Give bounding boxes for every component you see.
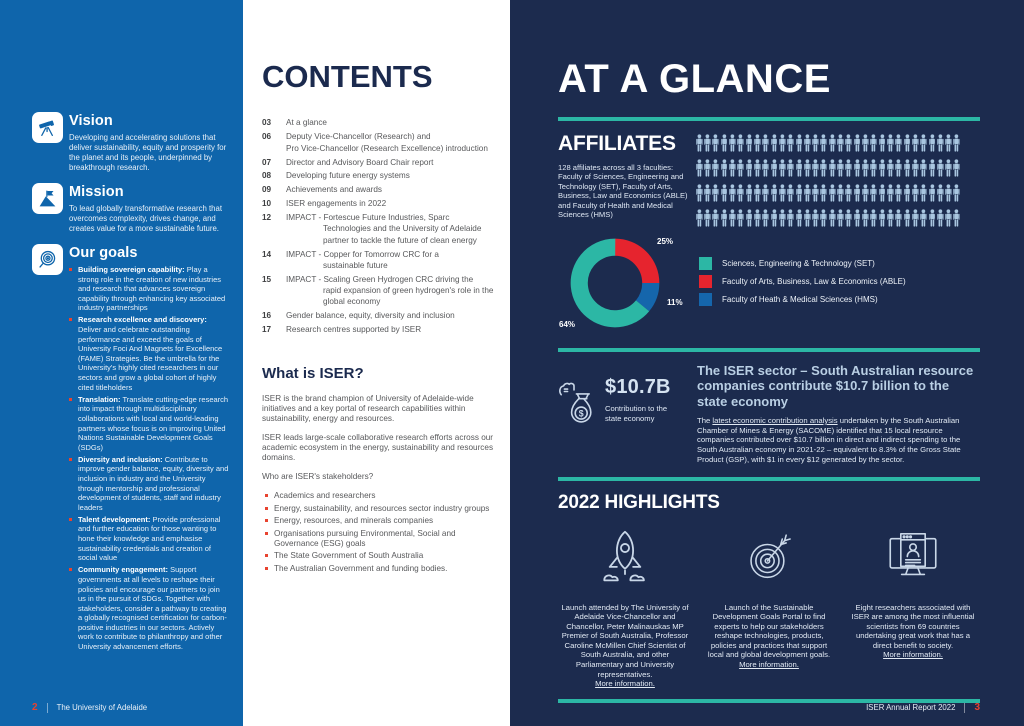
stakeholder-item: Academics and researchers [262, 491, 498, 501]
economy-paragraph [697, 416, 980, 465]
toc-page-number: 06 [262, 132, 272, 142]
person-icon [903, 132, 911, 154]
person-icon [845, 157, 853, 179]
goal-item: Research excellence and discovery: Deliver and celebrate outstanding performance and exceed the goals of University Foci And Magnets for Excellence (FAME) Strategies. Be the umbrella for the University's highly cited researchers in our sectors and grow a global cohort of highly cited titleholders [69, 315, 229, 392]
affiliates-text: 128 affiliates across all 3 faculties: Faculty of Sciences, Engineering and Technology (SET), Faculty of Arts, Business, Law and Economics (ABLE) and Faculty of Health and Medical Sciences (HMS) [558, 163, 688, 220]
person-icon [911, 207, 919, 229]
economy-heading: The ISER sector – South Australian resource companies contribute $10.7 billion to the state economy [697, 363, 974, 409]
person-icon [903, 157, 911, 179]
person-icon [820, 182, 828, 204]
toc-entry: 03 At a glance [262, 118, 327, 128]
what-is-paragraph-1: ISER is the brand champion of University of Adelaide-wide initiatives and a key portal of research capabilities within sustainability, energy and resources. [262, 394, 474, 424]
more-information-link[interactable]: More information. [739, 660, 799, 670]
person-icon [728, 132, 736, 154]
person-icon [853, 157, 861, 179]
vision-title: Vision [69, 113, 113, 129]
legend-label: Sciences, Engineering & Technology (SET) [722, 259, 875, 268]
person-icon [811, 182, 819, 204]
person-icon [811, 207, 819, 229]
at-a-glance-panel [510, 0, 1024, 726]
person-icon [853, 207, 861, 229]
chart-legend [699, 257, 906, 311]
person-icon [737, 182, 745, 204]
money-bag-icon [558, 376, 598, 431]
person-icon [737, 157, 745, 179]
person-icon [845, 182, 853, 204]
page-number-right: 3 [974, 702, 980, 713]
contents-page-panel [243, 0, 510, 726]
legend-item [699, 293, 906, 306]
toc-page-number: 08 [262, 171, 272, 181]
person-icon [878, 207, 886, 229]
left-page-panel [0, 0, 243, 726]
person-icon [936, 182, 944, 204]
person-icon [944, 207, 952, 229]
affiliates-title: AFFILIATES [558, 132, 676, 155]
footer-text-left: The University of Adelaide [56, 703, 148, 712]
mission-text: To lead globally transformative research that overcomes complexity, drives change, and creates value for a more sustainable future. [69, 204, 222, 233]
faculty-donut-chart [566, 234, 664, 332]
flag-mountain-icon [32, 183, 63, 214]
person-icon [753, 207, 761, 229]
highlight-sdg-portal [702, 524, 836, 689]
person-icon [886, 132, 894, 154]
person-icon [762, 182, 770, 204]
person-icon [703, 207, 711, 229]
stakeholders-list [262, 491, 498, 574]
person-icon [919, 182, 927, 204]
person-icon [911, 132, 919, 154]
economy-text-suffix: undertaken by the South Australian Chamber of Mines & Energy (SACOME) identified that 15 local resource companies contributed over $10.7 billion in direct and indirect spending to the South Australian economy in 2021-22 – equivalent to 8.3% of the Gross State Product (GSP), with $1 in every $12 generated by the sector. [697, 415, 961, 464]
person-icon [778, 132, 786, 154]
table-of-contents [262, 117, 498, 335]
stakeholder-item: Energy, sustainability, and resources sector industry groups [262, 504, 498, 514]
affiliates-section [558, 132, 980, 229]
person-icon [745, 132, 753, 154]
person-icon [820, 157, 828, 179]
person-icon [695, 132, 703, 154]
highlight-text [702, 603, 836, 670]
toc-page-number: 10 [262, 199, 272, 209]
more-information-link[interactable]: More information. [595, 679, 655, 689]
person-icon [928, 132, 936, 154]
goals-section [32, 244, 229, 654]
person-icon [919, 207, 927, 229]
person-icon [803, 157, 811, 179]
person-icon [895, 132, 903, 154]
person-icon [936, 207, 944, 229]
person-icon [695, 207, 703, 229]
economy-stat-caption: Contribution to the state economy [605, 404, 668, 423]
legend-swatch [699, 275, 712, 288]
person-icon [853, 182, 861, 204]
rocket-icon [598, 524, 652, 590]
person-icon [944, 157, 952, 179]
person-icon [720, 182, 728, 204]
what-is-paragraph-2: ISER leads large-scale collaborative research efforts across our academic ecosystem in the energy, sustainability and resources domains. [262, 433, 494, 463]
person-icon [712, 132, 720, 154]
person-icon [703, 182, 711, 204]
person-icon [770, 132, 778, 154]
person-icon [895, 207, 903, 229]
toc-page-number: 16 [262, 311, 272, 321]
footer-divider [47, 703, 48, 713]
person-icon [828, 132, 836, 154]
person-icon [936, 132, 944, 154]
person-icon [703, 132, 711, 154]
teal-divider [558, 348, 980, 352]
toc-page-number: 12 [262, 213, 272, 223]
person-icon [803, 182, 811, 204]
more-information-link[interactable]: More information. [883, 650, 943, 660]
person-icon [753, 132, 761, 154]
telescope-icon [32, 112, 63, 143]
person-icon [778, 182, 786, 204]
person-icon [845, 132, 853, 154]
person-icon [703, 157, 711, 179]
stakeholders-question: Who are ISER's stakeholders? [262, 472, 374, 482]
toc-entry: 17 Research centres supported by ISER [262, 325, 422, 335]
person-icon [944, 182, 952, 204]
person-icon [811, 132, 819, 154]
person-icon [786, 182, 794, 204]
person-icon [836, 157, 844, 179]
toc-entry: 09 Achievements and awards [262, 185, 383, 195]
person-icon [720, 157, 728, 179]
legend-swatch [699, 257, 712, 270]
person-icon [878, 132, 886, 154]
person-icon [745, 207, 753, 229]
highlight-influential-researchers [846, 524, 980, 689]
legend-label: Faculty of Arts, Business, Law & Economics (ABLE) [722, 277, 906, 286]
footer-divider [964, 703, 965, 713]
economy-section [558, 363, 980, 465]
toc-entry: 14 IMPACT - Copper for Tomorrow CRC for a sustainable future [262, 249, 439, 270]
person-icon [861, 182, 869, 204]
person-icon [720, 132, 728, 154]
teal-divider [558, 117, 980, 121]
teal-divider [558, 477, 980, 481]
person-icon [870, 132, 878, 154]
people-pictogram [695, 132, 961, 229]
donut-label-hms: 11% [667, 298, 683, 307]
person-icon [712, 157, 720, 179]
person-icon [886, 207, 894, 229]
toc-page-number: 03 [262, 118, 272, 128]
person-icon [762, 132, 770, 154]
faculty-donut-section [558, 234, 980, 348]
page-number-left: 2 [32, 702, 38, 713]
person-icon [728, 182, 736, 204]
toc-entry: 08 Developing future energy systems [262, 171, 410, 181]
left-page-footer [32, 702, 147, 713]
person-icon [745, 157, 753, 179]
toc-page-number: 14 [262, 249, 272, 259]
person-icon [845, 207, 853, 229]
person-icon [953, 207, 961, 229]
legend-swatch [699, 293, 712, 306]
person-icon [745, 182, 753, 204]
highlights-row [558, 524, 980, 689]
person-icon [828, 157, 836, 179]
legend-label: Faculty of Heath & Medical Sciences (HMS) [722, 295, 878, 304]
person-icon [903, 207, 911, 229]
person-icon [770, 182, 778, 204]
person-icon [936, 157, 944, 179]
highlight-text [558, 603, 692, 689]
toc-entry: 06 Deputy Vice-Chancellor (Research) and Pro Vice-Chancellor (Research Excellence) introduction [262, 132, 488, 153]
highlight-sdg-text: Launch of the Sustainable Development Goals Portal to find experts to help our stakeholders reshape technologies, products, policies and practices that support local and global development goals. [707, 602, 831, 660]
person-icon [786, 207, 794, 229]
vision-section [32, 112, 229, 173]
stakeholder-item: The State Government of South Australia [262, 551, 498, 561]
stakeholder-item: Organisations pursuing Environmental, Social and Governance (ESG) goals [262, 529, 498, 549]
svg-text:$: $ [578, 408, 584, 419]
donut-label-able: 25% [657, 237, 674, 246]
person-icon [753, 157, 761, 179]
person-icon [695, 157, 703, 179]
person-icon [712, 207, 720, 229]
person-icon [762, 157, 770, 179]
mission-title: Mission [69, 184, 124, 200]
person-icon [795, 132, 803, 154]
person-icon [803, 207, 811, 229]
donut-label-set: 64% [559, 320, 576, 329]
highlight-researchers-text: Eight researchers associated with ISER are among the most influential scientists from 69 countries undertaking great work that has a direct benefit to society. [851, 602, 975, 650]
researcher-screen-icon [887, 524, 939, 590]
toc-entry: 16 Gender balance, equity, diversity and inclusion [262, 311, 455, 321]
person-icon [795, 207, 803, 229]
person-icon [820, 132, 828, 154]
highlight-launch-event [558, 524, 692, 689]
person-icon [895, 182, 903, 204]
person-icon [728, 157, 736, 179]
economy-text-prefix: The [697, 415, 713, 425]
person-icon [778, 207, 786, 229]
person-icon [870, 207, 878, 229]
contents-title: CONTENTS [262, 59, 433, 94]
toc-page-number: 17 [262, 325, 272, 335]
person-icon [795, 157, 803, 179]
right-page-footer [866, 702, 980, 713]
toc-entry: 15 IMPACT - Scaling Green Hydrogen CRC driving the rapid expansion of green hydrogen's role in the global economy [262, 274, 494, 307]
goal-item: Community engagement: Support governments at all levels to reshape their policies and encourage our partners to join us in the pursuit of SDGs. Together with stakeholders, consider a pathway to creating a globally recognised certification for carbon-positive industries in our sectors. Actively work to contribute to philanthropy and other University advancement efforts. [69, 565, 229, 651]
person-icon [919, 132, 927, 154]
person-icon [953, 132, 961, 154]
person-icon [953, 182, 961, 204]
person-icon [820, 207, 828, 229]
goal-item: Building sovereign capability: Play a strong role in the creation of new industries and research that advances sovereign capability through enhancing key associated industry partnerships [69, 265, 229, 313]
person-icon [886, 182, 894, 204]
toc-entry: 12 IMPACT - Fortescue Future Industries, Sparc Technologies and the University of Adelaide partner to tackle the future of clean energy [262, 213, 482, 245]
economic-analysis-link[interactable]: latest economic contribution analysis [712, 415, 838, 425]
person-icon [786, 157, 794, 179]
person-icon [895, 157, 903, 179]
person-icon [828, 207, 836, 229]
vision-text: Developing and accelerating solutions that deliver sustainability, equity and prosperity for the planet and its people, underpinned by breakthrough research. [69, 133, 227, 172]
person-icon [928, 157, 936, 179]
at-a-glance-title: AT A GLANCE [558, 57, 831, 101]
stakeholder-item: The Australian Government and funding bodies. [262, 564, 498, 574]
goals-list [69, 265, 229, 652]
person-icon [861, 207, 869, 229]
person-icon [770, 157, 778, 179]
person-icon [778, 157, 786, 179]
person-icon [728, 207, 736, 229]
person-icon [853, 132, 861, 154]
goal-item: Translation: Translate cutting-edge research into impact through multidisciplinary collaborations with local and world-leading partners whose focus is on improving United Nations Sustainable Development Goals (SDGs) [69, 395, 229, 453]
person-icon [861, 157, 869, 179]
person-icon [919, 157, 927, 179]
stakeholder-item: Energy, resources, and minerals companies [262, 516, 498, 526]
economy-stat-value: $10.7B [605, 376, 671, 398]
person-icon [836, 182, 844, 204]
person-icon [712, 182, 720, 204]
toc-page-number: 07 [262, 157, 272, 167]
person-icon [720, 207, 728, 229]
person-icon [770, 207, 778, 229]
person-icon [928, 182, 936, 204]
goals-title: Our goals [69, 245, 138, 261]
toc-entry: 10 ISER engagements in 2022 [262, 199, 387, 209]
goal-item: Talent development: Provide professional and further education for those wanting to hone their knowledge and emphasise sustainability credentials and creation of social value [69, 515, 229, 563]
person-icon [870, 182, 878, 204]
person-icon [870, 157, 878, 179]
person-icon [737, 207, 745, 229]
toc-page-number: 09 [262, 185, 272, 195]
toc-page-number: 15 [262, 274, 272, 284]
footer-text-right: ISER Annual Report 2022 [866, 703, 956, 712]
person-icon [753, 182, 761, 204]
person-icon [886, 157, 894, 179]
dartboard-icon [744, 524, 794, 590]
person-icon [836, 132, 844, 154]
person-icon [737, 132, 745, 154]
person-icon [944, 132, 952, 154]
highlights-title: 2022 HIGHLIGHTS [558, 491, 720, 513]
person-icon [811, 157, 819, 179]
person-icon [803, 132, 811, 154]
person-icon [953, 157, 961, 179]
legend-item [699, 275, 906, 288]
person-icon [695, 182, 703, 204]
target-spiral-icon [32, 244, 63, 275]
person-icon [836, 207, 844, 229]
person-icon [911, 182, 919, 204]
person-icon [786, 132, 794, 154]
person-icon [828, 182, 836, 204]
highlight-launch-text: Launch attended by The University of Adelaide Vice-Chancellor and Chancellor, Peter Malinauskas MP Premier of South Australia, Professor Caroline McMillen Chief Scientist of South Australia, and other Parliamentary and University representatives. [561, 602, 689, 679]
person-icon [911, 157, 919, 179]
person-icon [903, 182, 911, 204]
person-icon [878, 157, 886, 179]
person-icon [795, 182, 803, 204]
highlight-text [846, 603, 980, 661]
person-icon [928, 207, 936, 229]
person-icon [762, 207, 770, 229]
person-icon [861, 132, 869, 154]
what-is-iser-title: What is ISER? [262, 365, 364, 383]
mission-section [32, 183, 229, 234]
person-icon [878, 182, 886, 204]
legend-item [699, 257, 906, 270]
goal-item: Diversity and inclusion: Contribute to improve gender balance, equity, diversity and inclusion in industry and the University through mentorship and professional development of students, staff and industry leaders [69, 455, 229, 513]
toc-entry: 07 Director and Advisory Board Chair report [262, 157, 434, 167]
